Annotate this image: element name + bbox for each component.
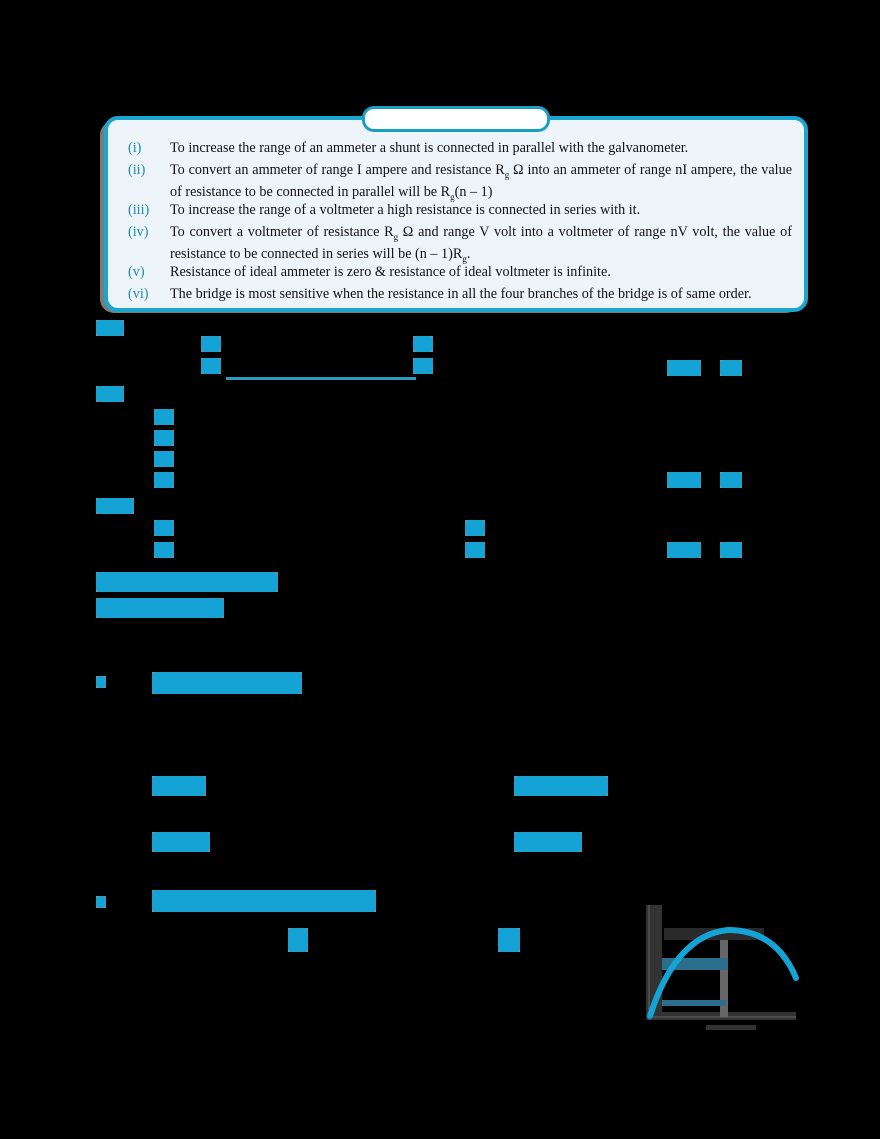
redacted-answer-value bbox=[720, 472, 742, 488]
item-text: To increase the range of a voltmeter a high resistance is connected in series with it. bbox=[170, 202, 641, 218]
box-title-pill bbox=[362, 106, 550, 132]
redacted-formula bbox=[152, 832, 210, 852]
item-number: (iv) bbox=[128, 224, 149, 240]
redacted-option bbox=[201, 336, 221, 352]
redacted-formula bbox=[514, 776, 608, 796]
item-text: To convert a voltmeter of resistance $R_g$ Ω and range V volt into a voltmeter of range nV volt, the value of resistance to be connected in series will be $(n - 1)R_g$. bbox=[170, 224, 792, 264]
redacted-answer-value bbox=[720, 542, 742, 558]
key-point-item bbox=[128, 286, 792, 303]
redacted-bullet bbox=[96, 676, 106, 688]
key-point-item bbox=[128, 202, 792, 219]
item-number: (ii) bbox=[128, 162, 146, 178]
redacted-formula bbox=[152, 776, 206, 796]
redacted-option bbox=[413, 336, 433, 352]
key-points-box bbox=[104, 116, 808, 312]
redacted-option bbox=[154, 542, 174, 558]
redacted-subheading bbox=[96, 598, 224, 618]
item-text: Resistance of ideal ammeter is zero & resistance of ideal voltmeter is infinite. bbox=[170, 264, 611, 280]
redacted-option bbox=[154, 472, 174, 488]
item-number: (v) bbox=[128, 264, 145, 280]
redacted-option bbox=[154, 409, 174, 425]
item-number: (i) bbox=[128, 140, 142, 156]
key-point-item bbox=[128, 162, 792, 206]
redacted-question-number bbox=[96, 386, 124, 402]
redacted-formula bbox=[514, 832, 582, 852]
redacted-option bbox=[498, 928, 520, 952]
redacted-option bbox=[465, 520, 485, 536]
item-text: The bridge is most sensitive when the resistance in all the four branches of the bridge is of same order. bbox=[170, 286, 752, 302]
redacted-option bbox=[465, 542, 485, 558]
redacted-section-title bbox=[152, 672, 302, 694]
redacted-question-number bbox=[96, 320, 124, 336]
item-number: (vi) bbox=[128, 286, 149, 302]
redacted-option bbox=[288, 928, 308, 952]
redacted-option bbox=[154, 430, 174, 446]
redacted-option bbox=[413, 358, 433, 374]
key-point-item bbox=[128, 264, 792, 281]
redacted-answer-label bbox=[667, 542, 701, 558]
redacted-question-number bbox=[96, 498, 134, 514]
redacted-option bbox=[154, 520, 174, 536]
redacted-underline bbox=[226, 377, 416, 380]
redacted-heading bbox=[96, 572, 278, 592]
key-point-item bbox=[128, 140, 792, 157]
redacted-answer-label bbox=[667, 360, 701, 376]
redacted-option bbox=[154, 451, 174, 467]
item-number: (iii) bbox=[128, 202, 150, 218]
redacted-section-title bbox=[152, 890, 376, 912]
redacted-option bbox=[201, 358, 221, 374]
power-curve-diagram bbox=[636, 900, 816, 1030]
key-point-item bbox=[128, 224, 792, 268]
item-text: To convert an ammeter of range I ampere and resistance $R_g$ Ω into an ammeter of range nI ampere, the value of resistance to be connected in parallel will be $R_g(n - 1)$ bbox=[170, 162, 792, 202]
redacted-answer-value bbox=[720, 360, 742, 376]
redacted-answer-label bbox=[667, 472, 701, 488]
item-text: To increase the range of an ammeter a shunt is connected in parallel with the galvanometer. bbox=[170, 140, 689, 156]
redacted-bullet bbox=[96, 896, 106, 908]
